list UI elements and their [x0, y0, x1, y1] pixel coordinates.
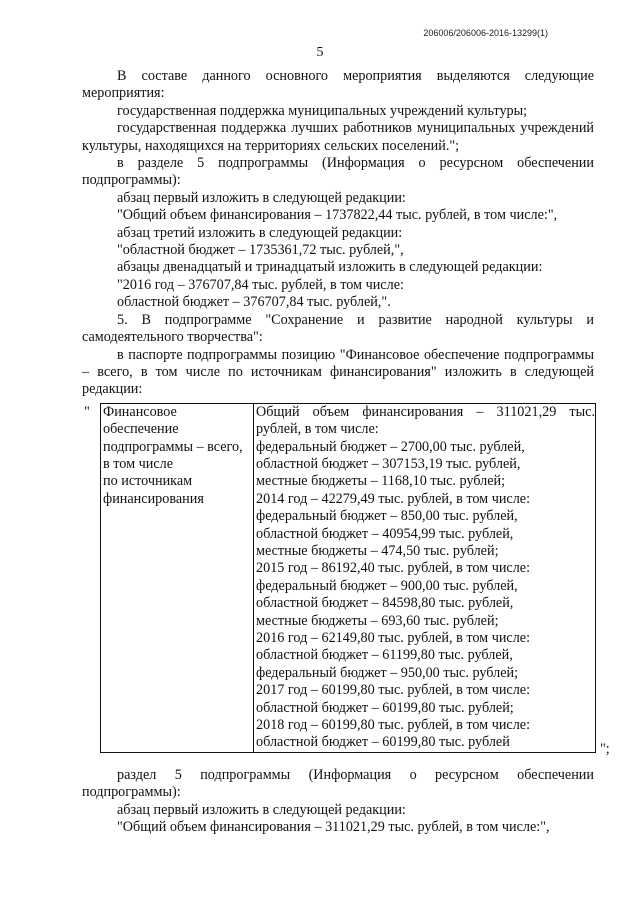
value-line: областной бюджет – 61199,80 тыс. рублей,	[256, 647, 513, 664]
value-line: областной бюджет – 40954,99 тыс. рублей,	[256, 525, 514, 542]
close-quote: ";	[600, 740, 610, 757]
value-line: 2018 год – 60199,80 тыс. рублей, в том числе:	[256, 717, 531, 734]
financing-table	[100, 403, 596, 753]
paragraph: государственная поддержка лучших работников муниципальных учреждений культуры, находящихся на территориях сельских поселений.";	[82, 120, 594, 154]
value-line: местные бюджеты – 474,50 тыс. рублей;	[256, 542, 499, 559]
value-line: областной бюджет – 60199,80 тыс. рублей;	[256, 699, 514, 716]
open-quote: "	[84, 403, 90, 420]
paragraph: абзац первый изложить в следующей редакции:	[117, 801, 406, 818]
paragraph: в паспорте подпрограммы позицию "Финансовое обеспечение подпрограммы – всего, в том числе по источникам финансирования" изложить в следующей редакции:	[82, 346, 594, 398]
value-line: федеральный бюджет – 2700,00 тыс. рублей,	[256, 438, 525, 455]
paragraph: В составе данного основного мероприятия выделяются следующие мероприятия:	[82, 68, 594, 102]
value-line: рублей, в том числе:	[256, 421, 379, 438]
document-body	[82, 68, 610, 836]
paragraph: областной бюджет – 376707,84 тыс. рублей,".	[117, 294, 391, 311]
paragraph: абзац первый изложить в следующей редакции:	[117, 189, 406, 206]
value-line: 2017 год – 60199,80 тыс. рублей, в том числе:	[256, 682, 531, 699]
value-line: областной бюджет – 307153,19 тыс. рублей,	[256, 455, 521, 472]
value-line: 2014 год – 42279,49 тыс. рублей, в том числе:	[256, 490, 531, 507]
label-line: в том числе	[103, 455, 174, 472]
paragraph: "областной бюджет – 1735361,72 тыс. рублей,",	[117, 242, 404, 259]
paragraph: "Общий объем финансирования – 1737822,44 тыс. рублей, в том числе:",	[117, 207, 558, 224]
label-line: по источникам	[103, 473, 193, 490]
paragraph: "Общий объем финансирования – 311021,29 тыс. рублей, в том числе:",	[117, 819, 550, 836]
value-line: федеральный бюджет – 900,00 тыс. рублей,	[256, 577, 518, 594]
table-row	[101, 403, 596, 752]
paragraph: 5. В подпрограмме "Сохранение и развитие народной культуры и самодеятельного творчества":	[82, 311, 594, 346]
value-line: Общий объем финансирования – 311021,29 тыс.	[256, 403, 595, 420]
value-line: федеральный бюджет – 950,00 тыс. рублей;	[256, 664, 519, 681]
label-line: подпрограммы – всего,	[103, 438, 243, 455]
value-line: областной бюджет – 60199,80 тыс. рублей	[256, 734, 510, 751]
table-cell-values	[254, 403, 596, 752]
page-number: 5	[316, 45, 324, 60]
financing-table-block	[82, 403, 610, 757]
value-line: местные бюджеты – 693,60 тыс. рублей;	[256, 612, 499, 629]
label-line: Финансовое	[103, 403, 177, 420]
value-line: местные бюджеты – 1168,10 тыс. рублей;	[256, 473, 506, 490]
paragraph: раздел 5 подпрограммы (Информация о ресурсном обеспечении подпрограммы):	[82, 766, 594, 801]
document-id: 206006/206006-2016-13299(1)	[423, 28, 548, 38]
value-line: 2015 год – 86192,40 тыс. рублей, в том числе:	[256, 560, 531, 577]
paragraph: в разделе 5 подпрограммы (Информация о ресурсном обеспечении подпрограммы):	[82, 155, 594, 189]
paragraph: "2016 год – 376707,84 тыс. рублей, в том числе:	[117, 276, 404, 293]
value-line: областной бюджет – 84598,80 тыс. рублей,	[256, 595, 514, 612]
paragraph: абзац третий изложить в следующей редакции:	[117, 224, 403, 241]
value-line: федеральный бюджет – 850,00 тыс. рублей,	[256, 508, 518, 525]
label-line: обеспечение	[103, 421, 179, 438]
value-line: 2016 год – 62149,80 тыс. рублей, в том числе:	[256, 630, 531, 646]
paragraph: государственная поддержка муниципальных учреждений культуры;	[117, 102, 528, 119]
paragraph: абзацы двенадцатый и тринадцатый изложить в следующей редакции:	[117, 259, 543, 276]
table-cell-label	[101, 403, 254, 752]
label-line: финансирования	[103, 490, 204, 507]
